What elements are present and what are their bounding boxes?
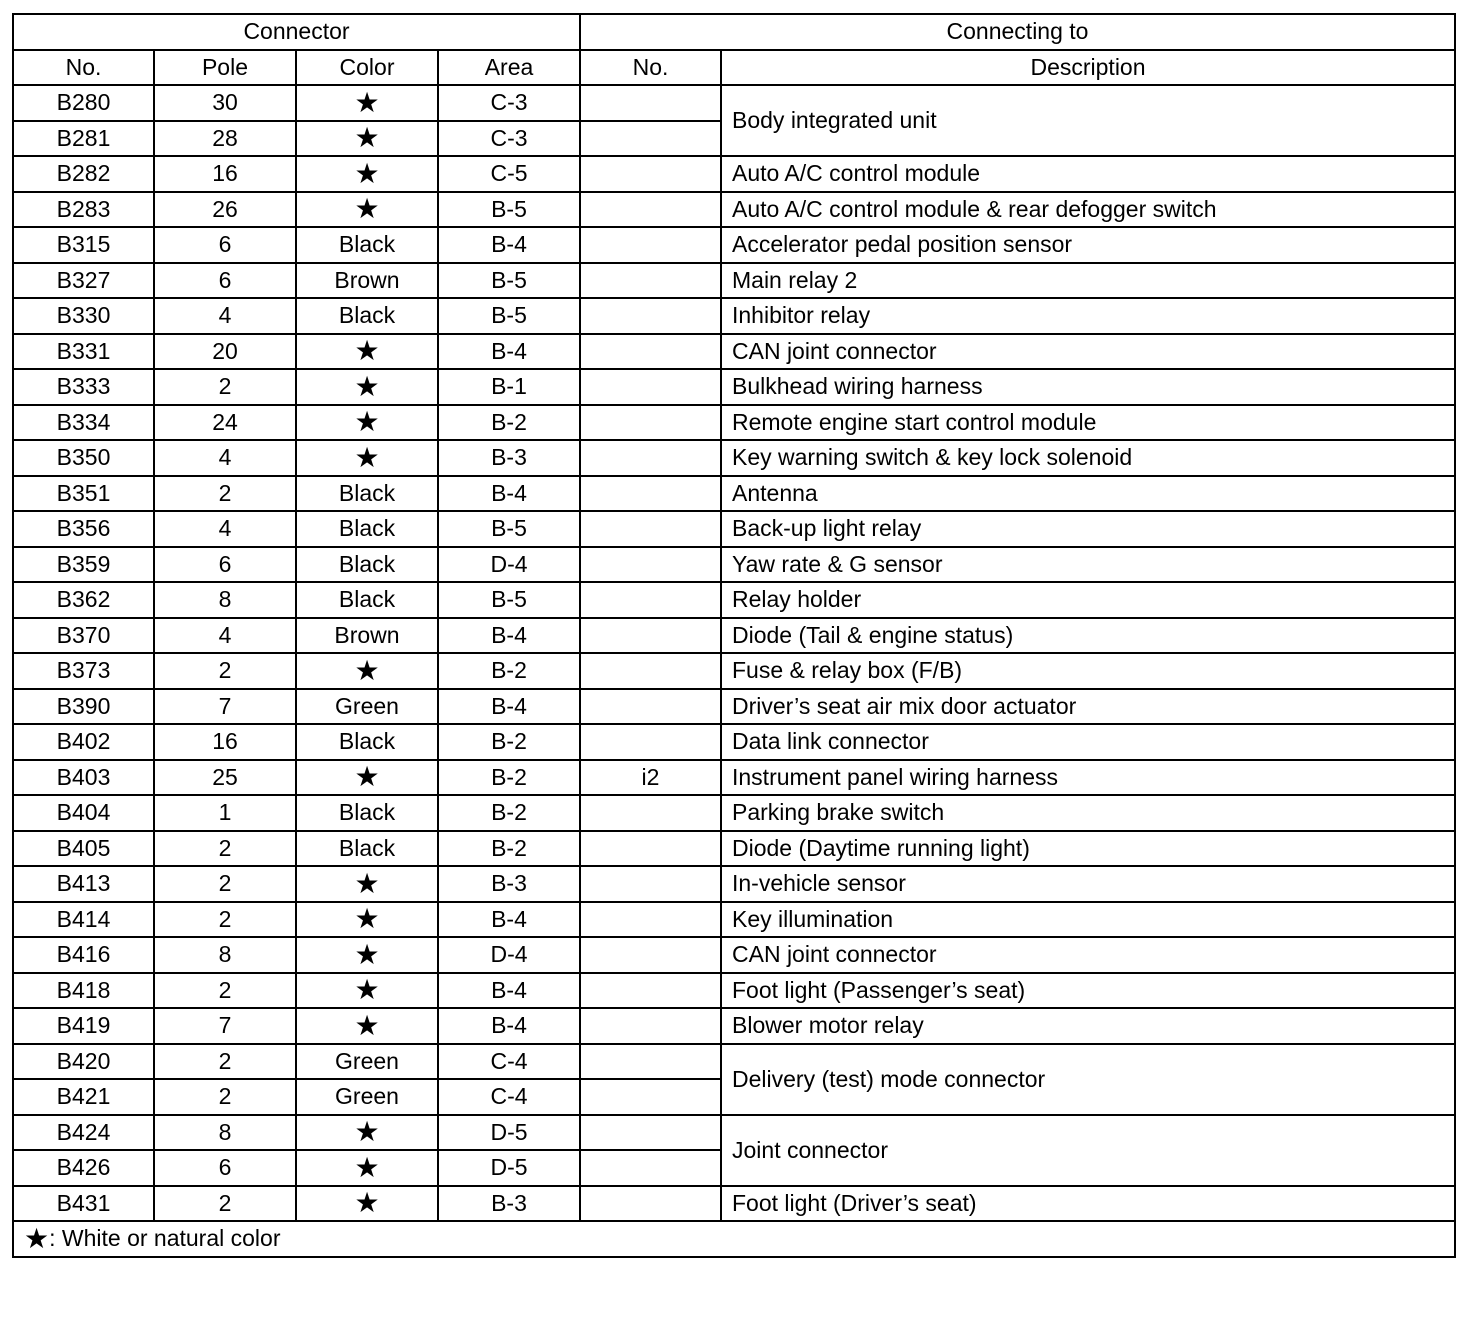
cell-pole: 2	[154, 1044, 296, 1080]
cell-connecting-no	[580, 334, 721, 370]
cell-color: Black	[296, 831, 438, 867]
cell-connecting-no	[580, 1115, 721, 1151]
cell-area: D-5	[438, 1115, 580, 1151]
table-row	[13, 440, 1455, 476]
cell-connecting-no	[580, 582, 721, 618]
cell-connecting-no	[580, 1150, 721, 1186]
cell-color: Brown	[296, 618, 438, 654]
cell-description: Key warning switch & key lock solenoid	[721, 440, 1455, 476]
cell-area: B-4	[438, 902, 580, 938]
cell-connecting-no	[580, 156, 721, 192]
cell-area: C-3	[438, 121, 580, 157]
table-row	[13, 1008, 1455, 1044]
cell-area: D-4	[438, 547, 580, 583]
cell-area: B-4	[438, 1008, 580, 1044]
table-row	[13, 760, 1455, 796]
cell-area: B-2	[438, 831, 580, 867]
cell-description: Joint connector	[721, 1115, 1455, 1186]
connecting-to-group-header: Connecting to	[580, 14, 1455, 50]
cell-area: B-3	[438, 1186, 580, 1222]
cell-pole: 2	[154, 831, 296, 867]
cell-area: D-4	[438, 937, 580, 973]
cell-connecting-no	[580, 1044, 721, 1080]
table-row	[13, 192, 1455, 228]
cell-connector-no: B327	[13, 263, 154, 299]
col-header-area: Area	[438, 50, 580, 86]
cell-pole: 4	[154, 618, 296, 654]
cell-connecting-no	[580, 547, 721, 583]
cell-connecting-no	[580, 866, 721, 902]
cell-pole: 2	[154, 476, 296, 512]
cell-connector-no: B283	[13, 192, 154, 228]
cell-connector-no: B334	[13, 405, 154, 441]
cell-connector-no: B424	[13, 1115, 154, 1151]
cell-pole: 4	[154, 511, 296, 547]
cell-color: ★	[296, 937, 438, 973]
cell-pole: 6	[154, 1150, 296, 1186]
table-row	[13, 724, 1455, 760]
cell-description: Diode (Daytime running light)	[721, 831, 1455, 867]
cell-description: Bulkhead wiring harness	[721, 369, 1455, 405]
cell-color: ★	[296, 973, 438, 1009]
cell-connector-no: B370	[13, 618, 154, 654]
cell-color: ★	[296, 653, 438, 689]
cell-pole: 6	[154, 263, 296, 299]
cell-connecting-no	[580, 1079, 721, 1115]
cell-area: B-5	[438, 192, 580, 228]
cell-connecting-no	[580, 689, 721, 725]
cell-pole: 1	[154, 795, 296, 831]
cell-color: Black	[296, 795, 438, 831]
cell-color: Black	[296, 476, 438, 512]
cell-area: B-2	[438, 405, 580, 441]
cell-pole: 4	[154, 298, 296, 334]
table-row	[13, 156, 1455, 192]
cell-description: Key illumination	[721, 902, 1455, 938]
cell-color: ★	[296, 866, 438, 902]
cell-description: Yaw rate & G sensor	[721, 547, 1455, 583]
cell-connector-no: B315	[13, 227, 154, 263]
cell-color: Black	[296, 724, 438, 760]
cell-connecting-no	[580, 831, 721, 867]
cell-pole: 26	[154, 192, 296, 228]
cell-area: B-5	[438, 582, 580, 618]
cell-area: C-5	[438, 156, 580, 192]
table-row	[13, 973, 1455, 1009]
cell-area: B-4	[438, 334, 580, 370]
cell-description: Relay holder	[721, 582, 1455, 618]
cell-connecting-no	[580, 298, 721, 334]
cell-area: B-2	[438, 653, 580, 689]
cell-pole: 16	[154, 724, 296, 760]
cell-pole: 6	[154, 227, 296, 263]
cell-connector-no: B331	[13, 334, 154, 370]
cell-area: B-2	[438, 724, 580, 760]
star-icon: ★	[24, 1223, 50, 1255]
cell-area: B-2	[438, 760, 580, 796]
table-row	[13, 1115, 1455, 1151]
table-row	[13, 1186, 1455, 1222]
cell-description: Back-up light relay	[721, 511, 1455, 547]
cell-color: ★	[296, 405, 438, 441]
cell-connector-no: B418	[13, 973, 154, 1009]
table-row	[13, 795, 1455, 831]
col-header-pole: Pole	[154, 50, 296, 86]
cell-connecting-no	[580, 724, 721, 760]
cell-connector-no: B414	[13, 902, 154, 938]
cell-color: ★	[296, 440, 438, 476]
cell-connecting-no	[580, 902, 721, 938]
cell-connecting-no	[580, 1008, 721, 1044]
cell-description: CAN joint connector	[721, 334, 1455, 370]
cell-pole: 2	[154, 902, 296, 938]
cell-pole: 8	[154, 582, 296, 618]
cell-connecting-no	[580, 440, 721, 476]
cell-pole: 2	[154, 369, 296, 405]
cell-area: B-4	[438, 689, 580, 725]
cell-description: Main relay 2	[721, 263, 1455, 299]
cell-color: ★	[296, 1008, 438, 1044]
cell-connector-no: B416	[13, 937, 154, 973]
cell-description: Parking brake switch	[721, 795, 1455, 831]
cell-connector-no: B405	[13, 831, 154, 867]
cell-color: Brown	[296, 263, 438, 299]
cell-area: B-4	[438, 973, 580, 1009]
table-row	[13, 476, 1455, 512]
cell-connector-no: B421	[13, 1079, 154, 1115]
cell-description: Blower motor relay	[721, 1008, 1455, 1044]
table-row	[13, 511, 1455, 547]
cell-color: Black	[296, 547, 438, 583]
cell-connecting-no	[580, 405, 721, 441]
column-header-row	[13, 50, 1455, 86]
cell-connector-no: B333	[13, 369, 154, 405]
cell-area: B-4	[438, 618, 580, 654]
cell-connector-no: B330	[13, 298, 154, 334]
cell-color: Green	[296, 1044, 438, 1080]
legend-row	[13, 1221, 1455, 1257]
cell-pole: 20	[154, 334, 296, 370]
cell-connector-no: B390	[13, 689, 154, 725]
cell-area: B-5	[438, 298, 580, 334]
cell-color: ★	[296, 334, 438, 370]
cell-pole: 28	[154, 121, 296, 157]
table-row	[13, 831, 1455, 867]
cell-pole: 25	[154, 760, 296, 796]
col-header-color: Color	[296, 50, 438, 86]
cell-connecting-no	[580, 511, 721, 547]
cell-pole: 8	[154, 937, 296, 973]
table-row	[13, 263, 1455, 299]
cell-pole: 2	[154, 1186, 296, 1222]
cell-color: Black	[296, 227, 438, 263]
cell-pole: 2	[154, 653, 296, 689]
cell-description: Foot light (Passenger’s seat)	[721, 973, 1455, 1009]
cell-color: ★	[296, 121, 438, 157]
cell-color: ★	[296, 902, 438, 938]
cell-description: Diode (Tail & engine status)	[721, 618, 1455, 654]
table-row	[13, 334, 1455, 370]
cell-connector-no: B373	[13, 653, 154, 689]
cell-description: Accelerator pedal position sensor	[721, 227, 1455, 263]
cell-connecting-no	[580, 192, 721, 228]
cell-pole: 24	[154, 405, 296, 441]
cell-description: Antenna	[721, 476, 1455, 512]
cell-color: Green	[296, 689, 438, 725]
cell-area: B-4	[438, 476, 580, 512]
table-row	[13, 582, 1455, 618]
table-row	[13, 547, 1455, 583]
cell-color: Black	[296, 511, 438, 547]
cell-connecting-no	[580, 937, 721, 973]
cell-pole: 2	[154, 866, 296, 902]
table-row	[13, 866, 1455, 902]
cell-connecting-no	[580, 973, 721, 1009]
table-row	[13, 405, 1455, 441]
table-row	[13, 227, 1455, 263]
cell-color: ★	[296, 1115, 438, 1151]
table-row	[13, 369, 1455, 405]
cell-area: B-3	[438, 440, 580, 476]
cell-connector-no: B431	[13, 1186, 154, 1222]
cell-connector-no: B350	[13, 440, 154, 476]
cell-connector-no: B404	[13, 795, 154, 831]
cell-description: Delivery (test) mode connector	[721, 1044, 1455, 1115]
cell-connector-no: B356	[13, 511, 154, 547]
cell-color: ★	[296, 192, 438, 228]
cell-connector-no: B280	[13, 85, 154, 121]
cell-description: Auto A/C control module	[721, 156, 1455, 192]
col-header-no: No.	[13, 50, 154, 86]
cell-color: ★	[296, 85, 438, 121]
cell-connecting-no	[580, 1186, 721, 1222]
legend-text: : White or natural color	[49, 1225, 281, 1252]
cell-connector-no: B420	[13, 1044, 154, 1080]
cell-color: Green	[296, 1079, 438, 1115]
cell-connecting-no: i2	[580, 760, 721, 796]
cell-color: ★	[296, 760, 438, 796]
cell-connecting-no	[580, 476, 721, 512]
cell-area: B-4	[438, 227, 580, 263]
cell-description: CAN joint connector	[721, 937, 1455, 973]
table-row	[13, 298, 1455, 334]
cell-connector-no: B413	[13, 866, 154, 902]
cell-area: B-5	[438, 511, 580, 547]
cell-pole: 7	[154, 1008, 296, 1044]
legend-cell	[13, 1221, 1455, 1257]
cell-area: C-4	[438, 1044, 580, 1080]
cell-connecting-no	[580, 795, 721, 831]
cell-description: Remote engine start control module	[721, 405, 1455, 441]
table-row	[13, 902, 1455, 938]
table-row	[13, 937, 1455, 973]
cell-connecting-no	[580, 121, 721, 157]
table-row	[13, 1044, 1455, 1080]
cell-area: C-4	[438, 1079, 580, 1115]
cell-color: Black	[296, 298, 438, 334]
cell-connecting-no	[580, 227, 721, 263]
col-header-to-no: No.	[580, 50, 721, 86]
cell-connecting-no	[580, 263, 721, 299]
cell-color: Black	[296, 582, 438, 618]
cell-description: Data link connector	[721, 724, 1455, 760]
cell-pole: 4	[154, 440, 296, 476]
cell-description: Inhibitor relay	[721, 298, 1455, 334]
cell-area: B-2	[438, 795, 580, 831]
table-row	[13, 618, 1455, 654]
cell-connecting-no	[580, 369, 721, 405]
cell-description: In-vehicle sensor	[721, 866, 1455, 902]
cell-connector-no: B282	[13, 156, 154, 192]
col-header-description: Description	[721, 50, 1455, 86]
cell-description: Foot light (Driver’s seat)	[721, 1186, 1455, 1222]
connector-group-header: Connector	[13, 14, 580, 50]
group-header-row	[13, 14, 1455, 50]
cell-pole: 8	[154, 1115, 296, 1151]
cell-area: C-3	[438, 85, 580, 121]
cell-connector-no: B281	[13, 121, 154, 157]
cell-color: ★	[296, 156, 438, 192]
cell-color: ★	[296, 369, 438, 405]
cell-connecting-no	[580, 85, 721, 121]
connector-table	[12, 13, 1456, 1258]
cell-description: Body integrated unit	[721, 85, 1455, 156]
table-row	[13, 85, 1455, 121]
cell-area: B-1	[438, 369, 580, 405]
cell-connecting-no	[580, 653, 721, 689]
cell-area: B-5	[438, 263, 580, 299]
cell-pole: 7	[154, 689, 296, 725]
cell-pole: 16	[154, 156, 296, 192]
cell-color: ★	[296, 1150, 438, 1186]
cell-description: Instrument panel wiring harness	[721, 760, 1455, 796]
cell-description: Auto A/C control module & rear defogger switch	[721, 192, 1455, 228]
cell-pole: 30	[154, 85, 296, 121]
cell-connector-no: B426	[13, 1150, 154, 1186]
table-body	[13, 85, 1455, 1221]
cell-connector-no: B402	[13, 724, 154, 760]
cell-area: D-5	[438, 1150, 580, 1186]
cell-pole: 6	[154, 547, 296, 583]
cell-connector-no: B403	[13, 760, 154, 796]
cell-color: ★	[296, 1186, 438, 1222]
cell-connecting-no	[580, 618, 721, 654]
table-row	[13, 689, 1455, 725]
cell-pole: 2	[154, 1079, 296, 1115]
cell-area: B-3	[438, 866, 580, 902]
cell-connector-no: B359	[13, 547, 154, 583]
cell-description: Fuse & relay box (F/B)	[721, 653, 1455, 689]
table-row	[13, 653, 1455, 689]
cell-connector-no: B351	[13, 476, 154, 512]
cell-connector-no: B362	[13, 582, 154, 618]
cell-pole: 2	[154, 973, 296, 1009]
cell-connector-no: B419	[13, 1008, 154, 1044]
cell-description: Driver’s seat air mix door actuator	[721, 689, 1455, 725]
